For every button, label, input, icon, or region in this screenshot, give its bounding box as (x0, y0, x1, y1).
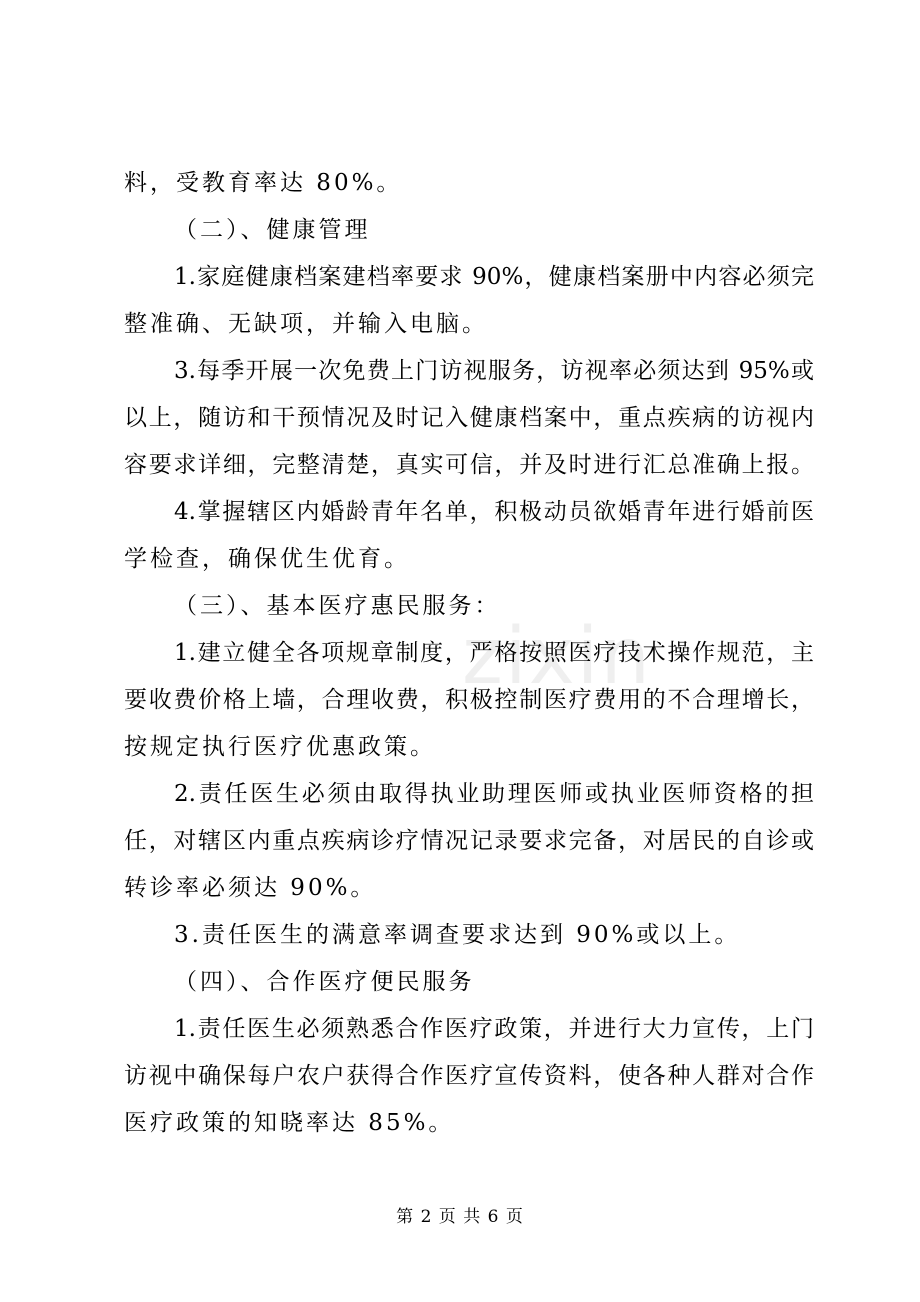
paragraph-line: 1.建立健全各项规章制度，严格按照医疗技术操作规范，主 (174, 640, 814, 666)
paragraph-line: 3.每季开展一次免费上门访视服务，访视率必须达到 95%或 (174, 358, 814, 384)
paragraph-line: 料，受教育率达 80%。 (124, 170, 403, 196)
paragraph-line: 任，对辖区内重点疾病诊疗情况记录要求完备，对居民的自诊或 (124, 828, 814, 854)
paragraph-line: 访视中确保每户农户获得合作医疗宣传资料，使各种人群对合作 (124, 1063, 814, 1089)
paragraph-line: 容要求详细，完整清楚，真实可信，并及时进行汇总准确上报。 (124, 452, 814, 478)
paragraph-line: 1.家庭健康档案建档率要求 90%，健康档案册中内容必须完 (174, 264, 814, 290)
section-heading: （三）、基本医疗惠民服务： (174, 593, 501, 619)
paragraph-line: 2.责任医生必须由取得执业助理医师或执业医师资格的担 (174, 781, 814, 807)
paragraph-line: 学检查，确保优生优育。 (124, 546, 410, 572)
paragraph-line: 转诊率必须达 90%。 (124, 875, 377, 901)
paragraph-line: 4.掌握辖区内婚龄青年名单，积极动员欲婚青年进行婚前医 (174, 499, 814, 525)
paragraph-line: 1.责任医生必须熟悉合作医疗政策，并进行大力宣传，上门 (174, 1016, 814, 1042)
paragraph-line: 按规定执行医疗优惠政策。 (124, 734, 436, 760)
paragraph-line: 要收费价格上墙，合理收费，积极控制医疗费用的不合理增长， (124, 687, 814, 713)
paragraph-line: 以上，随访和干预情况及时记入健康档案中，重点疾病的访视内 (124, 405, 814, 431)
watermark: zixin (462, 612, 652, 702)
section-heading: （二）、健康管理 (174, 217, 371, 243)
page-footer: 第 2 页 共 6 页 (396, 1207, 524, 1227)
document-body (124, 160, 814, 1147)
section-heading: （四）、合作医疗便民服务 (174, 969, 475, 995)
paragraph-line: 整准确、无缺项，并输入电脑。 (124, 311, 488, 337)
paragraph-line: 医疗政策的知晓率达 85%。 (124, 1110, 455, 1136)
paragraph-line: 3.责任医生的满意率调查要求达到 90%或以上。 (174, 922, 741, 948)
